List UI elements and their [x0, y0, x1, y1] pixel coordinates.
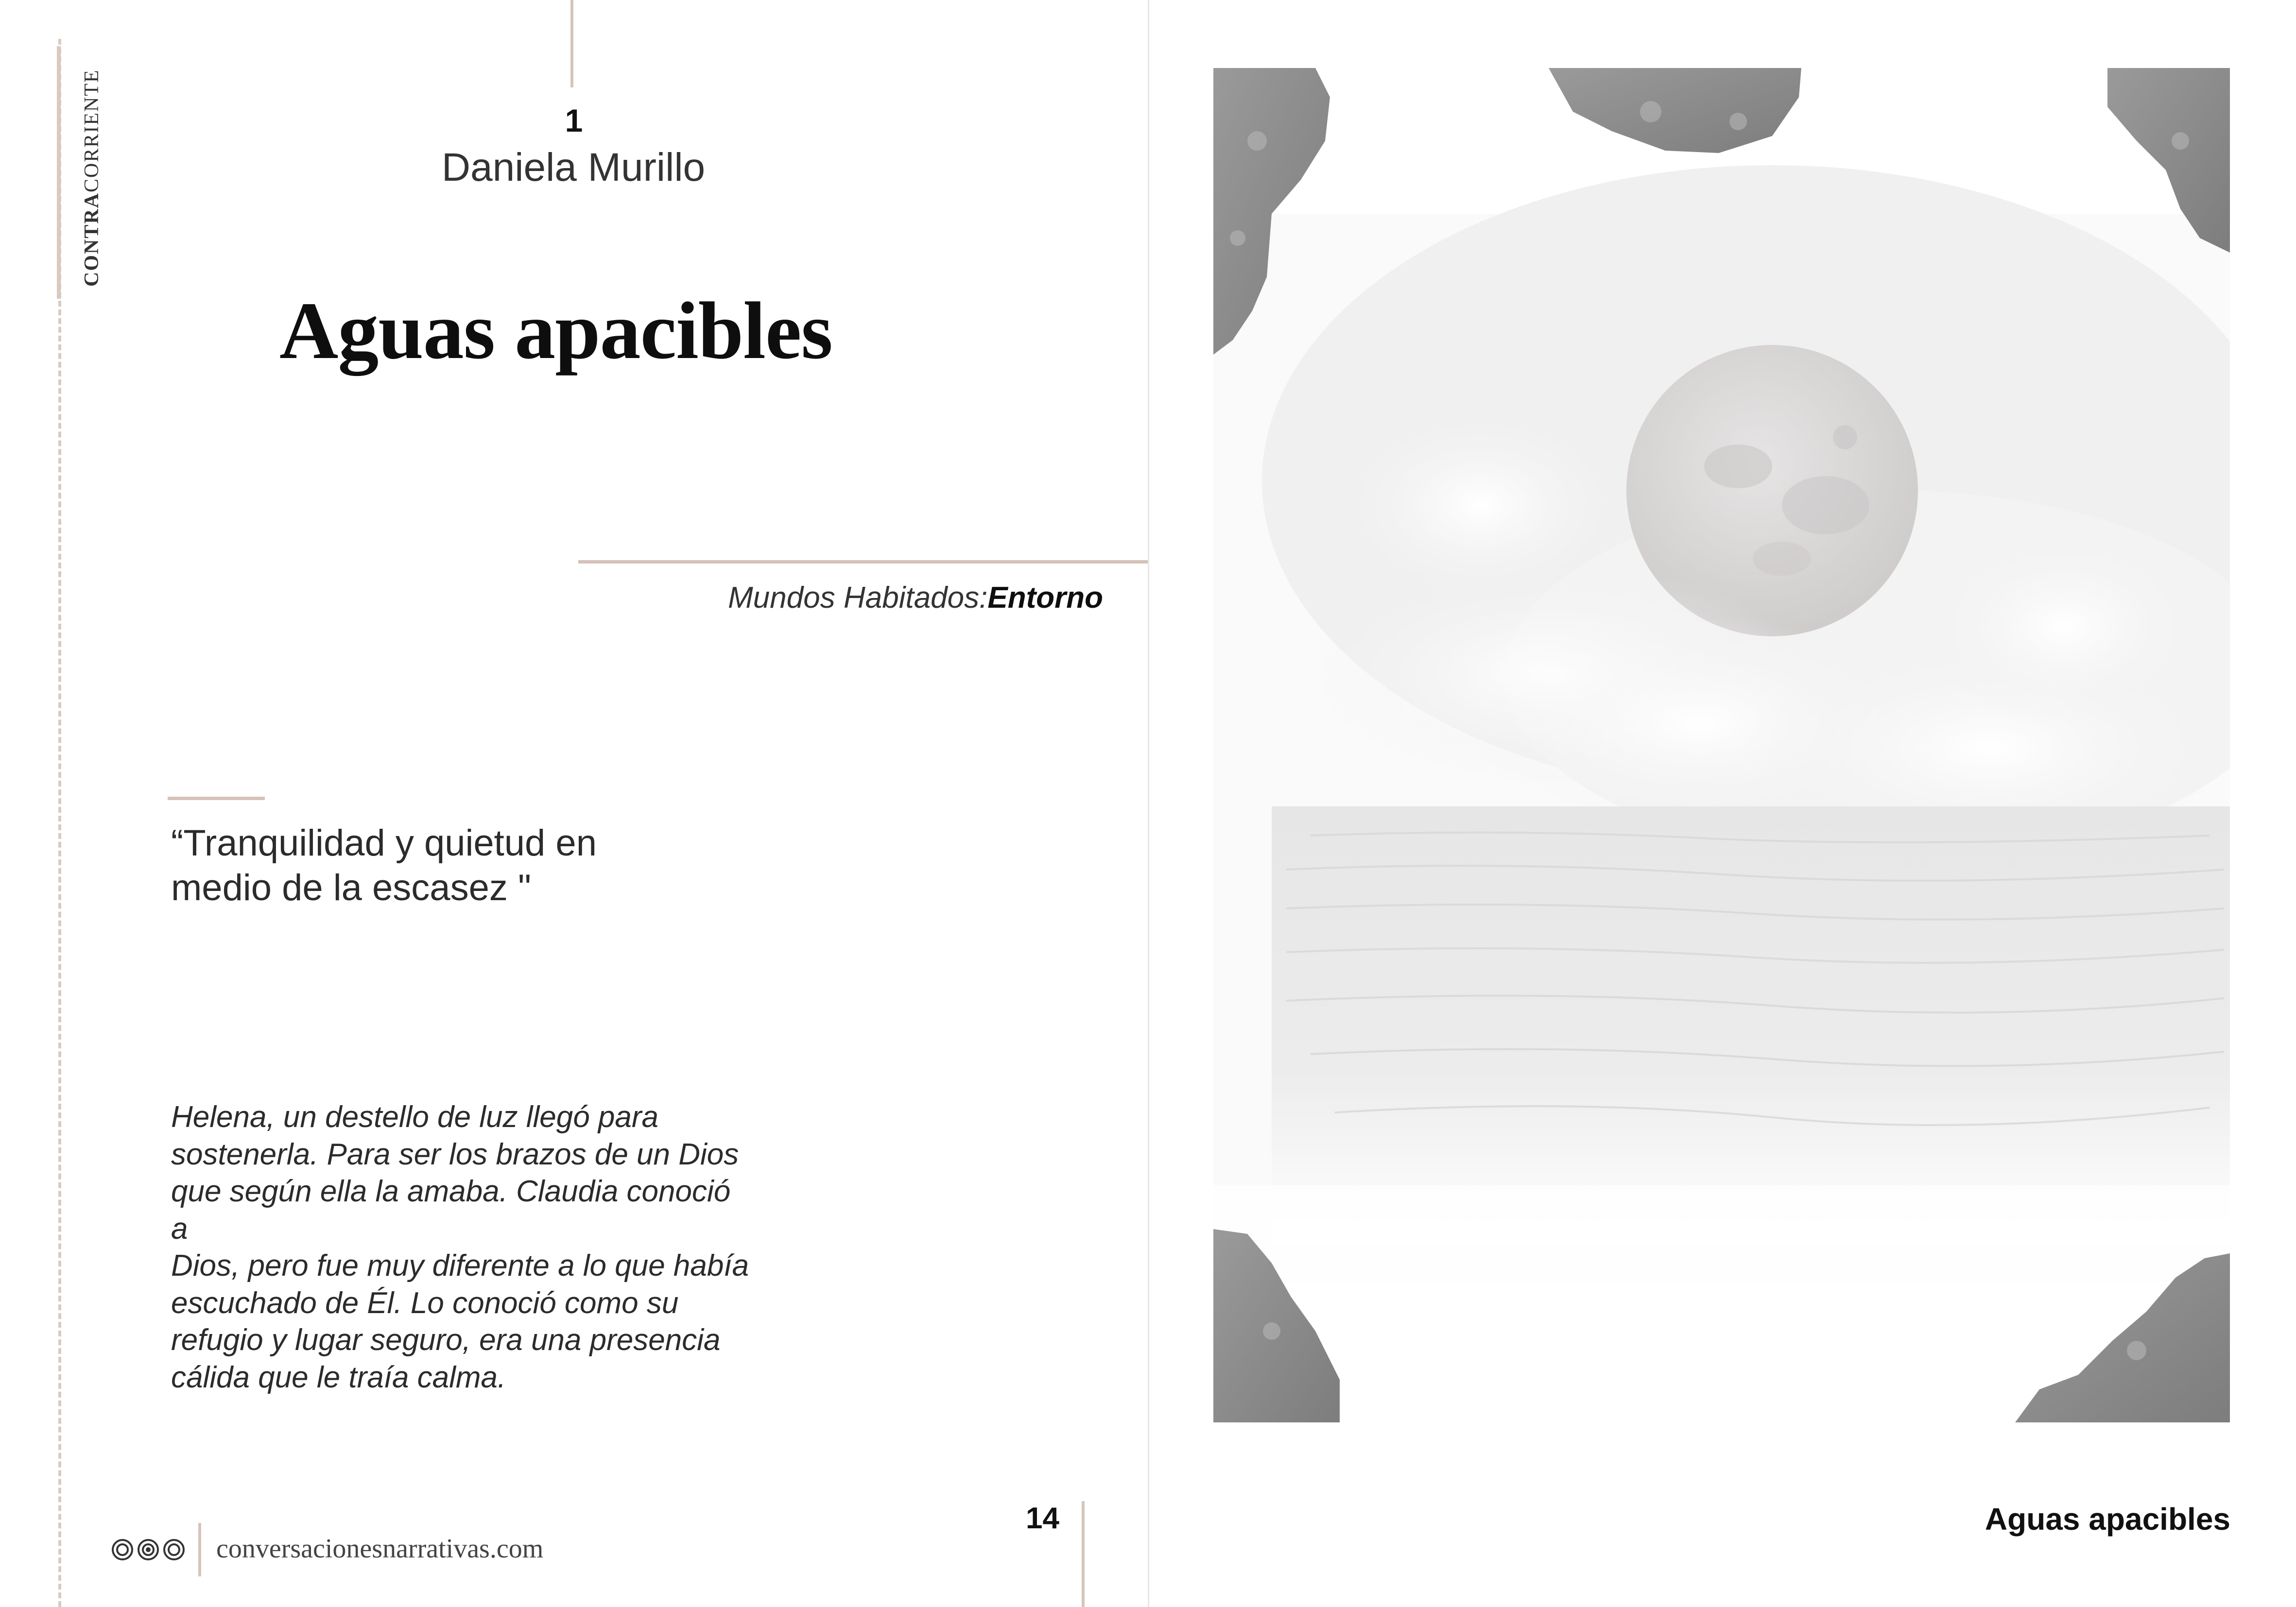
magazine-name-bold: CONTRA [81, 192, 103, 287]
section-name: Entorno [987, 581, 1103, 615]
moon-over-sea-illustration [1213, 68, 2230, 1422]
pull-quote-line: “Tranquilidad y quietud en [171, 822, 597, 864]
section-label: Mundos Habitados: [728, 581, 988, 615]
synopsis-line: Helena, un destello de luz llegó para [171, 1100, 659, 1134]
margin-solid-rule [57, 46, 61, 299]
website-link[interactable]: conversacionesnarrativas.com [216, 1534, 544, 1564]
quote-rule [168, 797, 265, 800]
synopsis-line: cálida que le traía calma. [171, 1360, 506, 1394]
magazine-name-regular: CORRIENTE [81, 69, 103, 192]
pull-quote [171, 821, 706, 910]
section-rule [578, 560, 1148, 564]
synopsis-line: escuchado de Él. Lo conoció como su [171, 1286, 679, 1320]
magazine-name-vertical [80, 69, 104, 287]
synopsis-line: sostenerla. Para ser los brazos de un Dios [171, 1137, 739, 1171]
synopsis-line: que según ella la amaba. Claudia conoció a [171, 1175, 731, 1246]
page-number: 14 [1026, 1502, 1059, 1535]
story-title: Aguas apacibles [279, 286, 832, 376]
footer-separator [198, 1523, 201, 1576]
author-name: Daniela Murillo [441, 145, 706, 189]
three-circles-logo-icon [109, 1535, 187, 1564]
chapter-number: 1 [565, 103, 583, 138]
section-line [627, 581, 1103, 615]
synopsis-line: refugio y lugar seguro, era una presencia [171, 1323, 721, 1357]
top-center-tick [570, 0, 573, 87]
synopsis-line: Dios, pero fue muy diferente a lo que había [171, 1249, 749, 1282]
bottom-tick [1082, 1501, 1085, 1607]
pull-quote-line: medio de la escasez " [171, 867, 531, 908]
synopsis [171, 1099, 754, 1396]
running-title: Aguas apacibles [1985, 1502, 2230, 1537]
